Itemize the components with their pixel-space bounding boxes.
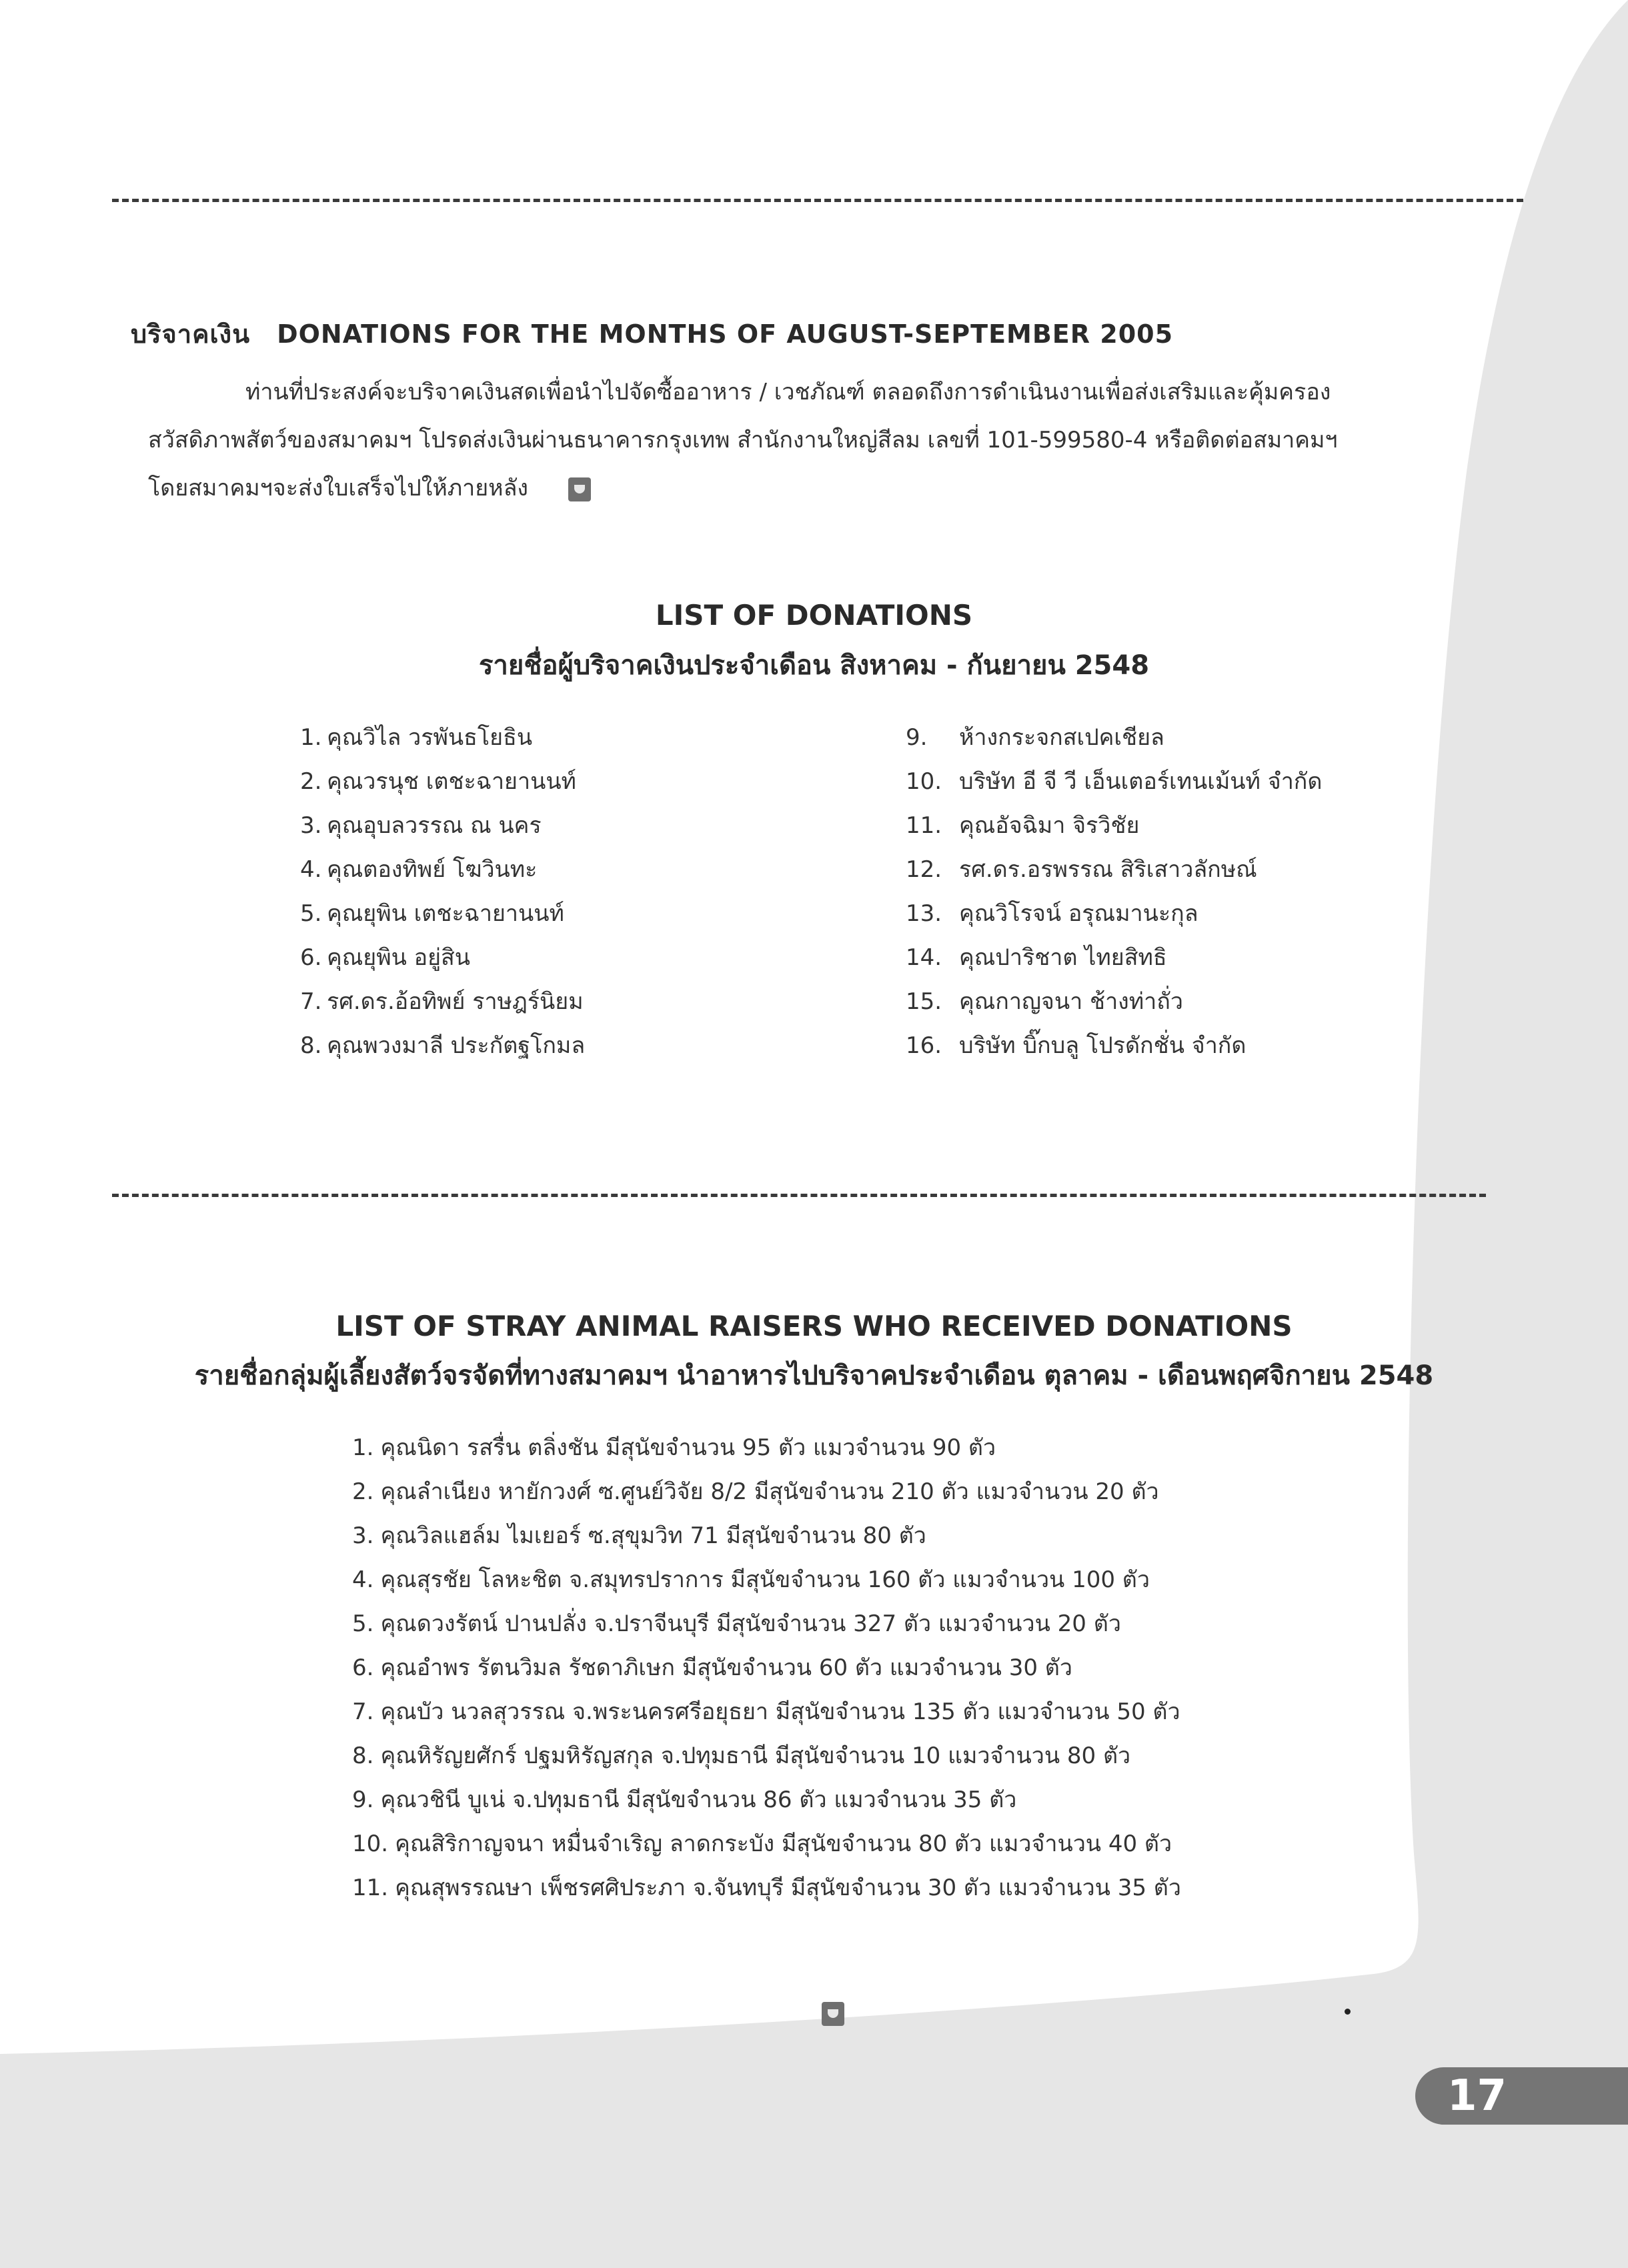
item-number: 16. [906,1032,942,1059]
list-item [352,1426,1181,1470]
item-number: 12. [906,856,942,883]
donors-list-left [300,716,585,1068]
item-number: 3. [300,812,322,839]
donor-name: คุณตองทิพย์ โฆวินทะ [327,856,538,883]
list-item [906,980,1322,1024]
donor-name: รศ.ดร.อ้อทิพย์ ราษฎร์นิยม [327,988,584,1015]
list-item [300,804,585,848]
item-number: 6. [352,1654,374,1681]
raiser-entry: คุณดวงรัตน์ ปานปลั่ง จ.ปราจีนบุรี มีสุนัขจำนวน 327 ตัว แมวจำนวน 20 ตัว [380,1610,1121,1637]
list-item [352,1822,1181,1866]
list-item [906,716,1322,760]
item-number: 11. [352,1875,389,1901]
list-item [300,936,585,980]
dog-mascot-icon [568,477,591,501]
raisers-list-title: LIST OF STRAY ANIMAL RAISERS WHO RECEIVED DONATIONS [335,1310,1293,1342]
raiser-entry: คุณนิดา รสรื่น ตลิ่งชัน มีสุนัขจำนวน 95 ตัว แมวจำนวน 90 ตัว [380,1434,996,1461]
item-number: 1. [300,724,322,751]
raiser-entry: คุณหิรัญยศักร์ ปฐมหิรัญสกุล จ.ปทุมธานี มีสุนัขจำนวน 10 แมวจำนวน 80 ตัว [380,1743,1131,1769]
list-item [352,1558,1181,1602]
donation-instructions [148,368,1393,512]
item-number: 10. [352,1831,389,1857]
list-item [352,1734,1181,1778]
donations-heading [131,313,1173,354]
raiser-entry: คุณอำพร รัตนวิมล รัชดาภิเษก มีสุนัขจำนวน 60 ตัว แมวจำนวน 30 ตัว [380,1654,1072,1681]
dashed-divider-top [112,199,1523,202]
raisers-list [352,1426,1181,1910]
donor-name: คุณอุบลวรรณ ณ นคร [327,812,542,839]
list-item [352,1470,1181,1514]
list-item [906,760,1322,804]
donor-name: รศ.ดร.อรพรรณ สิริเสาวลักษณ์ [959,856,1257,883]
instructions-line-3: โดยสมาคมฯจะส่งใบเสร็จไปให้ภายหลัง [148,475,529,501]
raiser-entry: คุณวชินี บูเน่ จ.ปทุมธานี มีสุนัขจำนวน 86 ตัว แมวจำนวน 35 ตัว [380,1787,1017,1813]
item-number: 2. [300,768,322,795]
list-item [906,892,1322,936]
list-item [906,1024,1322,1068]
raiser-entry: คุณสุพรรณษา เพ็ชรศศิประภา จ.จันทบุรี มีสุนัขจำนวน 30 ตัว แมวจำนวน 35 ตัว [395,1875,1181,1901]
instructions-line-1: ท่านที่ประสงค์จะบริจาคเงินสดเพื่อนำไปจัดซื้ออาหาร / เวชภัณฑ์ ตลอดถึงการดำเนินงานเพื่อส่งเสริมและคุ้มครอง [245,379,1331,405]
list-item [906,804,1322,848]
item-number: 3. [352,1522,374,1549]
donations-heading-thai: บริจาคเงิน [131,319,251,349]
item-number: 2. [352,1478,374,1505]
list-item [352,1602,1181,1646]
donor-name: บริษัท บิ๊กบลู โปรดักชั่น จำกัด [959,1032,1247,1059]
raiser-entry: คุณลำเนียง หายักวงศ์ ซ.ศูนย์วิจัย 8/2 มีสุนัขจำนวน 210 ตัว แมวจำนวน 20 ตัว [380,1478,1159,1505]
donor-name: คุณยุพิน อยู่สิน [327,944,471,971]
donor-name: คุณวิไล วรพันธโยธิน [327,724,533,751]
item-number: 11. [906,812,942,839]
donor-name: คุณปาริชาต ไทยสิทธิ [959,944,1167,971]
list-of-donations-subtitle: รายชื่อผู้บริจาคเงินประจำเดือน สิงหาคม - กันยายน 2548 [478,650,1150,681]
item-number: 9. [352,1787,374,1813]
raiser-entry: คุณบัว นวลสุวรรณ จ.พระนครศรีอยุธยา มีสุนัขจำนวน 135 ตัว แมวจำนวน 50 ตัว [380,1698,1180,1725]
item-number: 9. [906,724,928,751]
decorative-dot [1345,2009,1351,2015]
list-item [906,936,1322,980]
page-number: 17 [1447,2071,1507,2121]
item-number: 10. [906,768,942,795]
list-item [300,716,585,760]
list-item [300,980,585,1024]
dog-mascot-icon [822,2002,844,2026]
list-item [352,1866,1181,1910]
item-number: 7. [300,988,322,1015]
item-number: 6. [300,944,322,971]
item-number: 5. [352,1610,374,1637]
list-item [906,848,1322,892]
item-number: 7. [352,1698,374,1725]
item-number: 4. [352,1566,374,1593]
donor-name: คุณวิโรจน์ อรุณมานะกุล [959,900,1198,927]
donor-name: คุณยุพิน เตชะฉายานนท์ [327,900,564,927]
donor-name: คุณวรนุช เตชะฉายานนท์ [327,768,576,795]
list-item [352,1778,1181,1822]
donor-name: ห้างกระจกสเปคเชียล [959,724,1164,751]
item-number: 15. [906,988,942,1015]
item-number: 14. [906,944,942,971]
list-item [300,892,585,936]
item-number: 8. [300,1032,322,1059]
list-item [300,760,585,804]
list-item [352,1514,1181,1558]
donor-name: คุณอัจฉิมา จิรวิชัย [959,812,1140,839]
list-item [300,848,585,892]
page-number-tab [1415,2067,1628,2125]
donor-name: บริษัท อี จี วี เอ็นเตอร์เทนเม้นท์ จำกัด [959,768,1323,795]
dashed-divider-middle [112,1194,1486,1197]
raisers-list-subtitle: รายชื่อกลุ่มผู้เลี้ยงสัตว์จรจัดที่ทางสมาคมฯ นำอาหารไปบริจาคประจำเดือน ตุลาคม - เดือนพฤศจิกายน 2548 [194,1360,1434,1391]
raiser-entry: คุณวิลแฮล์ม ไมเยอร์ ซ.สุขุมวิท 71 มีสุนัขจำนวน 80 ตัว [380,1522,926,1549]
raiser-entry: คุณสุรชัย โลหะชิต จ.สมุทรปราการ มีสุนัขจำนวน 160 ตัว แมวจำนวน 100 ตัว [380,1566,1150,1593]
item-number: 8. [352,1743,374,1769]
donor-name: คุณกาญจนา ช้างท่าถั่ว [959,988,1183,1015]
item-number: 13. [906,900,942,927]
raiser-entry: คุณสิริกาญจนา หมื่นจำเริญ ลาดกระบัง มีสุนัขจำนวน 80 ตัว แมวจำนวน 40 ตัว [395,1831,1172,1857]
list-item [352,1646,1181,1690]
list-item [352,1690,1181,1734]
list-of-donations-title: LIST OF DONATIONS [655,599,973,632]
donor-name: คุณพวงมาลี ประกัตฐโกมล [327,1032,586,1059]
list-item [300,1024,585,1068]
instructions-line-2: สวัสดิภาพสัตว์ของสมาคมฯ โปรดส่งเงินผ่านธนาคารกรุงเทพ สำนักงานใหญ่สีลม เลขที่ 101-599580-4 หรือติดต่อสมาคมฯ [148,427,1338,453]
item-number: 5. [300,900,322,927]
item-number: 1. [352,1434,374,1461]
donations-heading-english: DONATIONS FOR THE MONTHS OF AUGUST-SEPTEMBER 2005 [277,319,1174,349]
donors-list-right [906,716,1322,1068]
item-number: 4. [300,856,322,883]
